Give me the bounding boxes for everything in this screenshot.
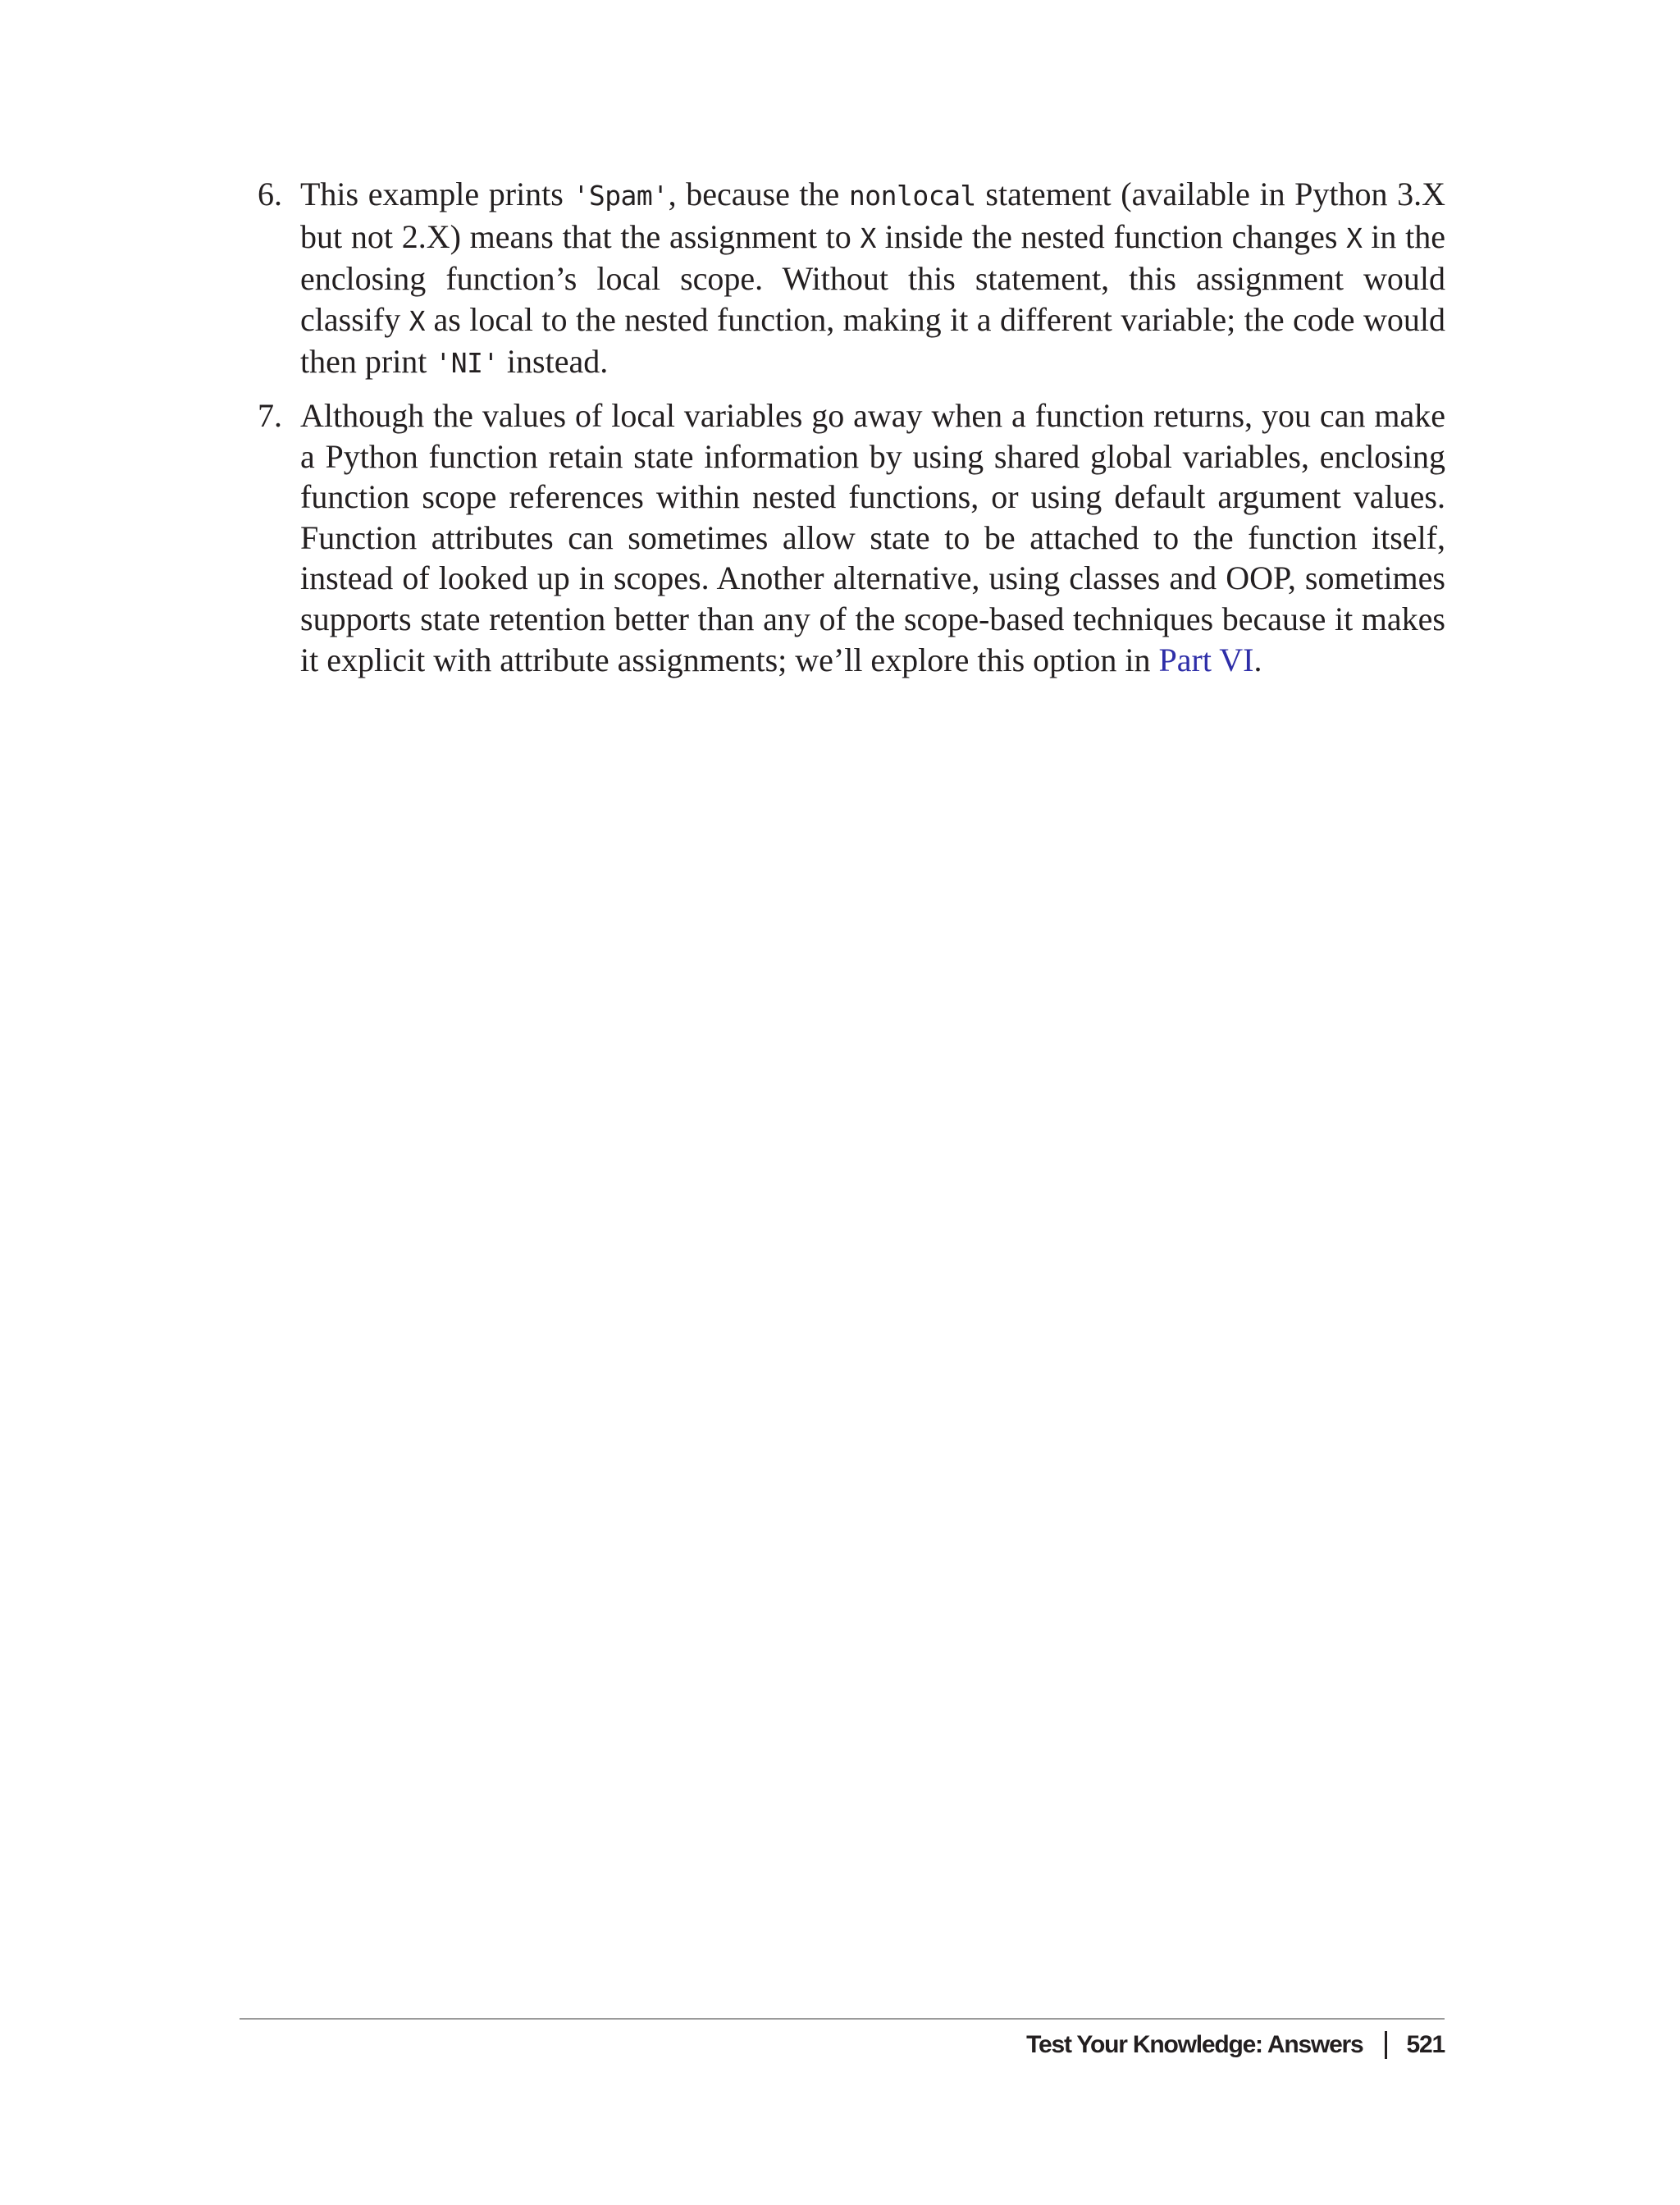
inline-code: 'Spam'	[573, 180, 669, 212]
answer-text	[300, 395, 1445, 680]
footer-separator	[1385, 2031, 1387, 2059]
answer-list	[238, 174, 1445, 692]
answer-number: 6.	[258, 176, 282, 212]
text-run: instead.	[498, 343, 609, 381]
running-title: Test Your Knowledge: Answers	[1026, 2031, 1363, 2058]
footer-rule	[240, 2018, 1445, 2020]
answer-item-6	[238, 174, 1445, 384]
page-footer	[1026, 2031, 1445, 2059]
text-run: as local to the nested function, making it a different variable; the code would then print	[300, 300, 1445, 381]
answer-text	[300, 174, 1445, 384]
inline-code: X	[860, 221, 876, 254]
text-run: , because the	[668, 176, 849, 212]
page-number: 521	[1406, 2031, 1445, 2058]
answer-item-7	[238, 395, 1445, 680]
inline-code: 'NI'	[435, 347, 499, 380]
inline-code: X	[409, 304, 426, 337]
answer-number: 7.	[258, 396, 282, 434]
text-run: Although the values of local variables go away when a function returns, you can make a Python function retain state information by using shared global variables, enclosing function scope references within nested functions, or using default argument values. Function attributes can sometimes allow state to be attached to the function itself, instead of looked up in scopes. Another alternative, using classes and OOP, sometimes supports state retention better than any of the scope-based techniques because it makes it explicit with attribute assignments; we’ll explore this option in	[300, 396, 1445, 678]
cross-reference-link[interactable]: Part VI	[1158, 641, 1254, 678]
inline-code: X	[1346, 221, 1363, 254]
text-run: This example prints	[300, 176, 573, 212]
text-run: in the enclosing function’s local scope. Without this statement, this assignment would classify	[300, 217, 1445, 338]
text-run: inside the nested function changes	[875, 217, 1347, 255]
text-run: statement (available in Python 3.X but not 2.X) means that the assignment to	[300, 176, 1446, 255]
inline-code: nonlocal	[848, 180, 976, 212]
text-run: .	[1253, 641, 1262, 678]
